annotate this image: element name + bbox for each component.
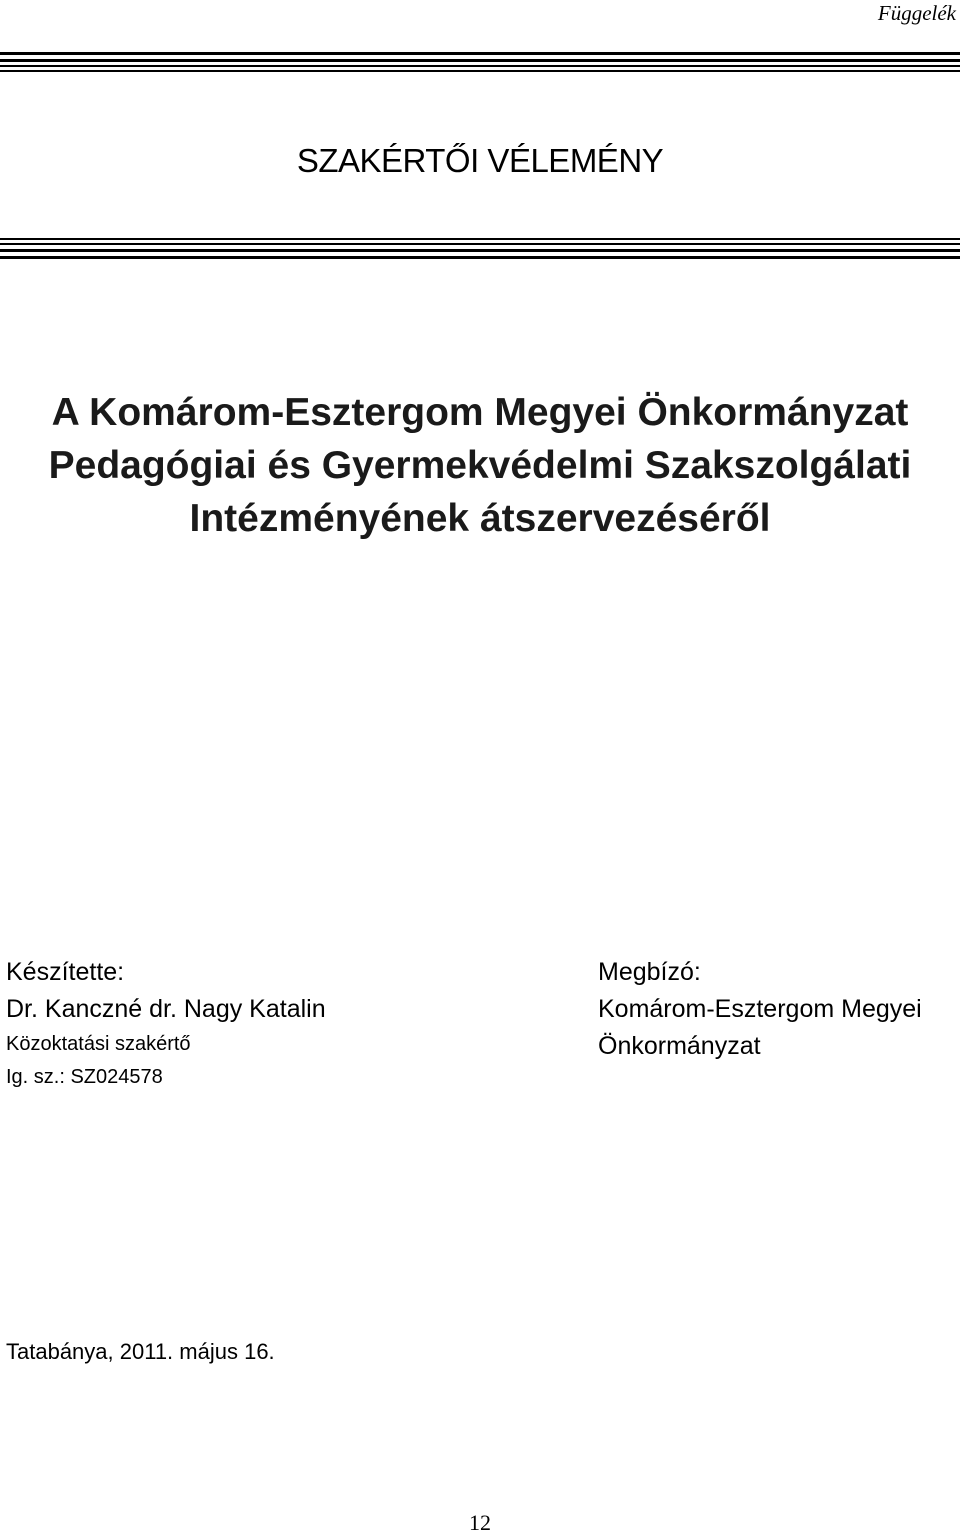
rule-line [0,59,960,62]
author-id: Ig. sz.: SZ024578 [6,1066,163,1088]
subject-line: Pedagógiai és Gyermekvédelmi Szakszolgálati [48,444,912,487]
rule-line [0,249,960,252]
author-name: Dr. Kanczné dr. Nagy Katalin [6,995,326,1023]
client-name-line: Önkormányzat [598,1032,761,1060]
rule-line [0,52,960,55]
rule-line [0,238,960,240]
client-name-line: Komárom-Esztergom Megyei [598,995,922,1023]
bottom-rule [0,238,960,260]
rule-line [0,256,960,259]
document-subject [0,386,960,545]
rule-line [0,70,960,72]
place-date: Tatabánya, 2011. május 16. [6,1339,275,1364]
client-label: Megbízó: [598,958,701,986]
rule-line [0,243,960,245]
page-number: 12 [469,1510,491,1535]
subject-line: Intézményének átszervezéséről [189,497,771,540]
author-role: Közoktatási szakértő [6,1033,191,1055]
author-block [6,954,466,1094]
client-block [598,954,958,1065]
document-title: SZAKÉRTŐI VÉLEMÉNY [296,142,664,179]
top-rule [0,52,960,72]
appendix-header-label: Függelék [877,1,956,25]
rule-line [0,65,960,67]
author-label: Készítette: [6,958,125,986]
subject-line: A Komárom-Esztergom Megyei Önkormányzat [51,391,909,434]
